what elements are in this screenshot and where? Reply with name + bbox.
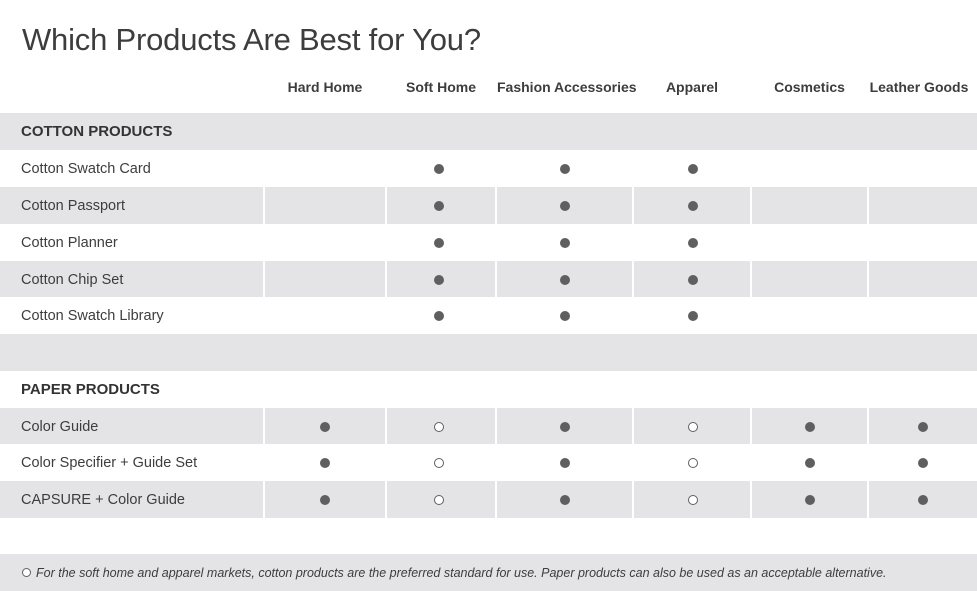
- cell-divider: [867, 481, 869, 518]
- filled-circle-icon-fashion-accessories: [560, 275, 570, 285]
- table-row: [0, 261, 977, 298]
- filled-circle-icon-leather-goods: [918, 495, 928, 505]
- row-label: Cotton Passport: [21, 197, 125, 214]
- footnote: [0, 554, 977, 591]
- cell-divider: [750, 261, 752, 298]
- column-header-soft-home: Soft Home: [406, 79, 476, 95]
- filled-circle-icon-fashion-accessories: [560, 495, 570, 505]
- table-row: [0, 481, 977, 518]
- filled-circle-icon-leather-goods: [918, 422, 928, 432]
- row-label: CAPSURE + Color Guide: [21, 491, 185, 508]
- hollow-circle-icon-soft-home: [434, 495, 444, 505]
- row-label: Cotton Swatch Library: [21, 307, 164, 324]
- section-header-paper: [0, 371, 977, 408]
- column-header-cosmetics: Cosmetics: [774, 79, 845, 95]
- cell-divider: [385, 481, 387, 518]
- cell-divider: [263, 481, 265, 518]
- cell-divider: [867, 408, 869, 445]
- row-label: Color Guide: [21, 418, 99, 435]
- cell-divider: [385, 261, 387, 298]
- cell-divider: [867, 187, 869, 224]
- cell-divider: [495, 481, 497, 518]
- cell-divider: [632, 187, 634, 224]
- column-header-leather-goods: Leather Goods: [869, 79, 969, 95]
- cell-divider: [867, 261, 869, 298]
- hollow-circle-icon-apparel: [688, 422, 698, 432]
- hollow-circle-icon-apparel: [688, 495, 698, 505]
- filled-circle-icon-fashion-accessories: [560, 201, 570, 211]
- table-row: [0, 224, 977, 261]
- cell-divider: [750, 187, 752, 224]
- column-header-fashion-accessories: Fashion Accessories: [497, 79, 637, 95]
- filled-circle-icon-soft-home: [434, 275, 444, 285]
- filled-circle-icon-soft-home: [434, 311, 444, 321]
- filled-circle-icon-apparel: [688, 311, 698, 321]
- section-label: COTTON PRODUCTS: [21, 123, 173, 140]
- column-header-apparel: Apparel: [665, 79, 719, 95]
- cell-divider: [750, 408, 752, 445]
- hollow-circle-icon-soft-home: [434, 422, 444, 432]
- cell-divider: [632, 408, 634, 445]
- filled-circle-icon-soft-home: [434, 201, 444, 211]
- section-spacer: [0, 334, 977, 371]
- hollow-circle-icon: [22, 568, 31, 577]
- cell-divider: [495, 408, 497, 445]
- filled-circle-icon-soft-home: [434, 238, 444, 248]
- hollow-circle-icon-soft-home: [434, 458, 444, 468]
- filled-circle-icon-apparel: [688, 275, 698, 285]
- filled-circle-icon-apparel: [688, 164, 698, 174]
- footnote-text: For the soft home and apparel markets, cotton products are the preferred standard for use. Paper products can also be used as an acceptable alternative.: [36, 565, 887, 580]
- cell-divider: [495, 187, 497, 224]
- column-header-hard-home: Hard Home: [287, 79, 363, 95]
- filled-circle-icon-fashion-accessories: [560, 164, 570, 174]
- filled-circle-icon-hard-home: [320, 422, 330, 432]
- filled-circle-icon-fashion-accessories: [560, 311, 570, 321]
- filled-circle-icon-hard-home: [320, 458, 330, 468]
- row-label: Cotton Chip Set: [21, 271, 124, 288]
- filled-circle-icon-hard-home: [320, 495, 330, 505]
- cell-divider: [495, 261, 497, 298]
- filled-circle-icon-fashion-accessories: [560, 238, 570, 248]
- filled-circle-icon-apparel: [688, 238, 698, 248]
- filled-circle-icon-fashion-accessories: [560, 458, 570, 468]
- cell-divider: [385, 187, 387, 224]
- filled-circle-icon-fashion-accessories: [560, 422, 570, 432]
- filled-circle-icon-cosmetics: [805, 422, 815, 432]
- cell-divider: [632, 481, 634, 518]
- table-row: [0, 297, 977, 334]
- filled-circle-icon-cosmetics: [805, 458, 815, 468]
- section-label: PAPER PRODUCTS: [21, 381, 160, 398]
- cell-divider: [385, 408, 387, 445]
- table-row: [0, 408, 977, 445]
- table-row: [0, 187, 977, 224]
- table-row: [0, 444, 977, 481]
- cell-divider: [263, 187, 265, 224]
- row-label: Cotton Planner: [21, 234, 118, 251]
- filled-circle-icon-leather-goods: [918, 458, 928, 468]
- filled-circle-icon-apparel: [688, 201, 698, 211]
- table-row: [0, 150, 977, 187]
- filled-circle-icon-soft-home: [434, 164, 444, 174]
- filled-circle-icon-cosmetics: [805, 495, 815, 505]
- cell-divider: [632, 261, 634, 298]
- page-title: Which Products Are Best for You?: [22, 22, 481, 57]
- cell-divider: [750, 481, 752, 518]
- section-header-cotton: [0, 113, 977, 150]
- row-label: Color Specifier + Guide Set: [21, 454, 198, 471]
- cell-divider: [263, 408, 265, 445]
- row-label: Cotton Swatch Card: [21, 160, 151, 177]
- hollow-circle-icon-apparel: [688, 458, 698, 468]
- column-headers: [0, 79, 977, 101]
- cell-divider: [263, 261, 265, 298]
